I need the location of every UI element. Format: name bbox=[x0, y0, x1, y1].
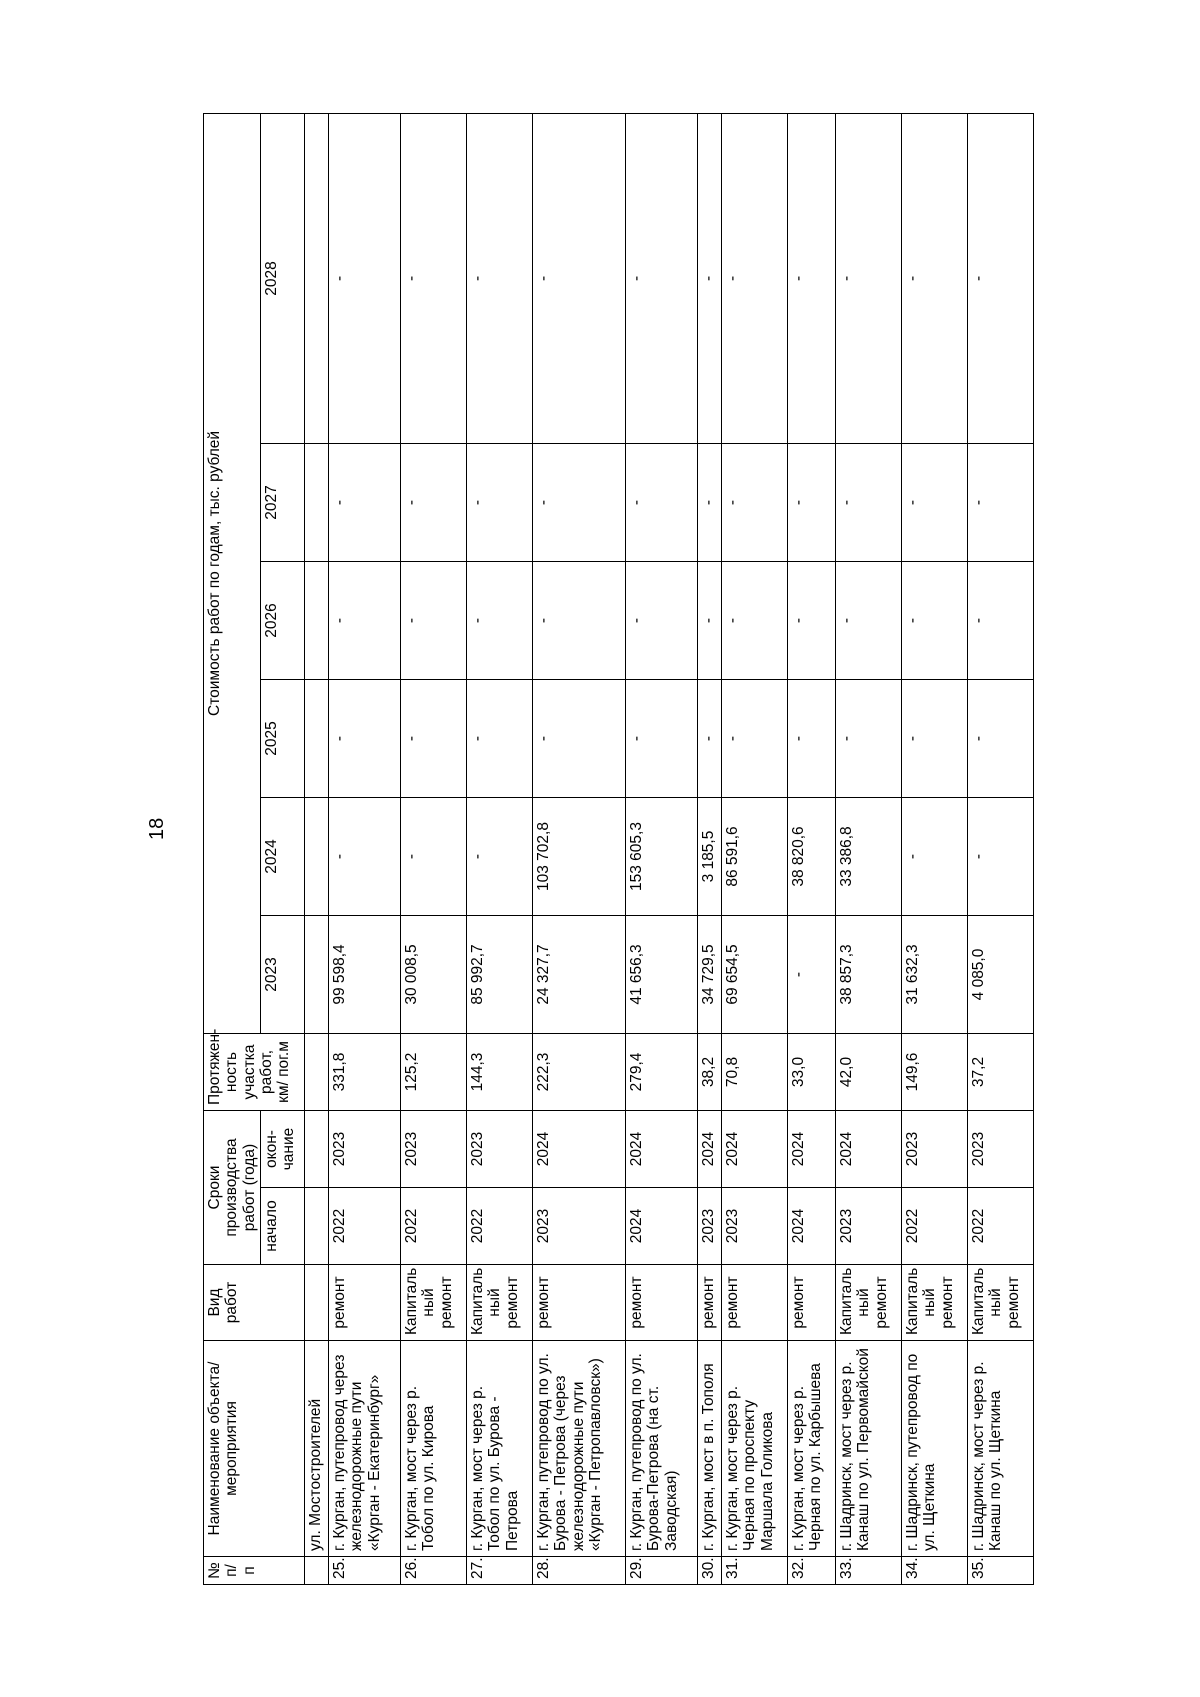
cell-2023: 85 992,7 bbox=[467, 916, 533, 1034]
cell-2026: - bbox=[968, 562, 1034, 680]
cell-start: 2023 bbox=[836, 1188, 902, 1265]
cell-name: г. Шадринск, мост через р. Канаш по ул. Щеткина bbox=[968, 1341, 1034, 1557]
cell-type: ремонт bbox=[329, 1265, 401, 1341]
cell-2024: - bbox=[902, 798, 968, 916]
cell-2024: 103 702,8 bbox=[533, 798, 626, 916]
cell-end: 2023 bbox=[902, 1111, 968, 1188]
cell-num: 29. bbox=[626, 1557, 698, 1585]
cell-name: г. Курган, путепровод по ул. Бурова - Петрова (через железнодорожные пути «Курган - Петропавловск») bbox=[533, 1341, 626, 1557]
cell-2025: - bbox=[698, 680, 722, 798]
cell-2027: - bbox=[788, 444, 836, 562]
cell-length bbox=[305, 1034, 329, 1111]
header-type: Вид работ bbox=[204, 1265, 305, 1341]
cell-2025: - bbox=[626, 680, 698, 798]
cell-length: 33,0 bbox=[788, 1034, 836, 1111]
cell-2025: - bbox=[836, 680, 902, 798]
table-row bbox=[698, 113, 722, 1584]
cell-num: 34. bbox=[902, 1557, 968, 1585]
cell-length: 279,4 bbox=[626, 1034, 698, 1111]
table-row bbox=[968, 113, 1034, 1584]
header-end: окон-чание bbox=[261, 1111, 305, 1188]
cell-name: г. Шадринск, путепровод по ул. Щеткина bbox=[902, 1341, 968, 1557]
cell-2023: - bbox=[788, 916, 836, 1034]
continuation-row bbox=[305, 113, 329, 1584]
cell-2028: - bbox=[401, 113, 467, 443]
cell-end: 2024 bbox=[836, 1111, 902, 1188]
cell-2024 bbox=[305, 798, 329, 916]
table-row bbox=[722, 113, 788, 1584]
cell-2028: - bbox=[788, 113, 836, 443]
cell-num: 31. bbox=[722, 1557, 788, 1585]
cell-2026: - bbox=[902, 562, 968, 680]
cell-2028: - bbox=[467, 113, 533, 443]
cell-length: 38,2 bbox=[698, 1034, 722, 1111]
cell-num: 26. bbox=[401, 1557, 467, 1585]
cell-name: г. Шадринск, мост через р. Канаш по ул. Первомайской bbox=[836, 1341, 902, 1557]
cell-2028: - bbox=[533, 113, 626, 443]
cell-end: 2024 bbox=[722, 1111, 788, 1188]
header-length: Протяжен-ность участка работ, км/ пог.м bbox=[204, 1034, 305, 1111]
cell-2028: - bbox=[626, 113, 698, 443]
cell-end: 2024 bbox=[788, 1111, 836, 1188]
cell-start: 2022 bbox=[329, 1188, 401, 1265]
cell-2024: - bbox=[467, 798, 533, 916]
cell-2028 bbox=[305, 113, 329, 443]
cell-2024: 38 820,6 bbox=[788, 798, 836, 916]
cell-2023: 31 632,3 bbox=[902, 916, 968, 1034]
cell-length: 149,6 bbox=[902, 1034, 968, 1111]
header-terms: Сроки производства работ (года) bbox=[204, 1111, 261, 1265]
page-number: 18 bbox=[146, 817, 168, 840]
header-name: Наименование объекта/ мероприятия bbox=[204, 1341, 305, 1557]
cell-end: 2023 bbox=[968, 1111, 1034, 1188]
cell-2027 bbox=[305, 444, 329, 562]
cell-2026: - bbox=[329, 562, 401, 680]
cell-name: г. Курган, мост в п. Тополя bbox=[698, 1341, 722, 1557]
cell-length: 222,3 bbox=[533, 1034, 626, 1111]
cell-2023: 41 656,3 bbox=[626, 916, 698, 1034]
table-row bbox=[467, 113, 533, 1584]
cell-type: Капиталь ный ремонт bbox=[836, 1265, 902, 1341]
cell-2026: - bbox=[626, 562, 698, 680]
rotated-table-wrapper bbox=[203, 114, 1135, 1585]
cell-start: 2022 bbox=[401, 1188, 467, 1265]
cell-length: 144,3 bbox=[467, 1034, 533, 1111]
cell-num: 27. bbox=[467, 1557, 533, 1585]
cell-2026: - bbox=[698, 562, 722, 680]
cell-num bbox=[305, 1557, 329, 1585]
header-year-2027: 2027 bbox=[261, 444, 305, 562]
cell-2025: - bbox=[467, 680, 533, 798]
cell-start: 2023 bbox=[722, 1188, 788, 1265]
cell-2027: - bbox=[968, 444, 1034, 562]
cell-2026: - bbox=[533, 562, 626, 680]
cell-name: ул. Мостостроителей bbox=[305, 1341, 329, 1557]
cell-start: 2024 bbox=[626, 1188, 698, 1265]
cell-end: 2024 bbox=[533, 1111, 626, 1188]
cell-type: Капиталь ный ремонт bbox=[467, 1265, 533, 1341]
cell-name: г. Курган, мост через р. Тобол по ул. Кирова bbox=[401, 1341, 467, 1557]
cell-2024: 33 386,8 bbox=[836, 798, 902, 916]
header-num: № п/п bbox=[204, 1557, 305, 1585]
cell-type: ремонт bbox=[698, 1265, 722, 1341]
header-year-2023: 2023 bbox=[261, 916, 305, 1034]
cell-2023: 69 654,5 bbox=[722, 916, 788, 1034]
cell-type: ремонт bbox=[533, 1265, 626, 1341]
cell-end: 2023 bbox=[467, 1111, 533, 1188]
cell-num: 32. bbox=[788, 1557, 836, 1585]
cell-2024: - bbox=[401, 798, 467, 916]
cell-end: 2024 bbox=[626, 1111, 698, 1188]
cell-2026: - bbox=[401, 562, 467, 680]
cell-2024: 3 185,5 bbox=[698, 798, 722, 916]
cell-2026: - bbox=[722, 562, 788, 680]
table-row bbox=[902, 113, 968, 1584]
cell-end: 2023 bbox=[401, 1111, 467, 1188]
cell-start: 2023 bbox=[533, 1188, 626, 1265]
cell-2025: - bbox=[902, 680, 968, 798]
cell-type: ремонт bbox=[626, 1265, 698, 1341]
cell-2025: - bbox=[533, 680, 626, 798]
cell-2028: - bbox=[329, 113, 401, 443]
cell-num: 25. bbox=[329, 1557, 401, 1585]
cell-name: г. Курган, путепровод по ул. Бурова-Петрова (на ст. Заводская) bbox=[626, 1341, 698, 1557]
cell-2027: - bbox=[722, 444, 788, 562]
cell-2027: - bbox=[902, 444, 968, 562]
header-year-2028: 2028 bbox=[261, 113, 305, 443]
cell-num: 35. bbox=[968, 1557, 1034, 1585]
cell-name: г. Курган, мост через р. Тобол по ул. Бурова - Петрова bbox=[467, 1341, 533, 1557]
cell-length: 42,0 bbox=[836, 1034, 902, 1111]
cell-2025 bbox=[305, 680, 329, 798]
cell-2028: - bbox=[968, 113, 1034, 443]
cell-start: 2024 bbox=[788, 1188, 836, 1265]
cell-2026: - bbox=[467, 562, 533, 680]
cell-start: 2022 bbox=[902, 1188, 968, 1265]
header-year-2026: 2026 bbox=[261, 562, 305, 680]
cell-2024: - bbox=[968, 798, 1034, 916]
cell-2023: 24 327,7 bbox=[533, 916, 626, 1034]
cell-2025: - bbox=[401, 680, 467, 798]
header-start: начало bbox=[261, 1188, 305, 1265]
cell-2027: - bbox=[329, 444, 401, 562]
cell-2027: - bbox=[626, 444, 698, 562]
cell-2025: - bbox=[788, 680, 836, 798]
table-body bbox=[329, 113, 1034, 1584]
cell-type: ремонт bbox=[722, 1265, 788, 1341]
cell-2028: - bbox=[902, 113, 968, 443]
cell-name: г. Курган, мост через р. Черная по ул. Карбышева bbox=[788, 1341, 836, 1557]
cell-2028: - bbox=[722, 113, 788, 443]
table-row bbox=[626, 113, 698, 1584]
cell-2024: - bbox=[329, 798, 401, 916]
cell-2027: - bbox=[533, 444, 626, 562]
cell-end bbox=[305, 1111, 329, 1188]
cell-2026 bbox=[305, 562, 329, 680]
table-row bbox=[788, 113, 836, 1584]
works-table bbox=[203, 113, 1034, 1585]
cell-2023: 99 598,4 bbox=[329, 916, 401, 1034]
cell-length: 331,8 bbox=[329, 1034, 401, 1111]
cell-end: 2024 bbox=[698, 1111, 722, 1188]
cell-2027: - bbox=[401, 444, 467, 562]
cell-2025: - bbox=[329, 680, 401, 798]
cell-type: Капиталь ный ремонт bbox=[968, 1265, 1034, 1341]
cell-name: г. Курган, путепровод через железнодорожные пути «Курган - Екатеринбург» bbox=[329, 1341, 401, 1557]
table-row bbox=[329, 113, 401, 1584]
cell-num: 33. bbox=[836, 1557, 902, 1585]
cell-2026: - bbox=[788, 562, 836, 680]
cell-2023: 38 857,3 bbox=[836, 916, 902, 1034]
cell-start: 2022 bbox=[467, 1188, 533, 1265]
cell-type: Капиталь ный ремонт bbox=[401, 1265, 467, 1341]
header-year-2025: 2025 bbox=[261, 680, 305, 798]
header-cost: Стоимость работ по годам, тыс. рублей bbox=[204, 113, 261, 1033]
cell-2025: - bbox=[968, 680, 1034, 798]
table-row bbox=[836, 113, 902, 1584]
header-row bbox=[204, 113, 261, 1584]
cell-2028: - bbox=[698, 113, 722, 443]
cell-start bbox=[305, 1188, 329, 1265]
cell-2027: - bbox=[836, 444, 902, 562]
cell-2024: 86 591,6 bbox=[722, 798, 788, 916]
cell-length: 70,8 bbox=[722, 1034, 788, 1111]
cell-2026: - bbox=[836, 562, 902, 680]
cell-length: 37,2 bbox=[968, 1034, 1034, 1111]
cell-type bbox=[305, 1265, 329, 1341]
cell-2027: - bbox=[698, 444, 722, 562]
cell-2028: - bbox=[836, 113, 902, 443]
cell-type: ремонт bbox=[788, 1265, 836, 1341]
cell-2023 bbox=[305, 916, 329, 1034]
cell-num: 30. bbox=[698, 1557, 722, 1585]
cell-2024: 153 605,3 bbox=[626, 798, 698, 916]
cell-2025: - bbox=[722, 680, 788, 798]
cell-type: Капиталь ный ремонт bbox=[902, 1265, 968, 1341]
cell-start: 2023 bbox=[698, 1188, 722, 1265]
cell-num: 28. bbox=[533, 1557, 626, 1585]
cell-end: 2023 bbox=[329, 1111, 401, 1188]
cell-name: г. Курган, мост через р. Черная по проспекту Маршала Голикова bbox=[722, 1341, 788, 1557]
cell-length: 125,2 bbox=[401, 1034, 467, 1111]
table-row bbox=[533, 113, 626, 1584]
cell-2023: 4 085,0 bbox=[968, 916, 1034, 1034]
cell-2023: 30 008,5 bbox=[401, 916, 467, 1034]
header-year-2024: 2024 bbox=[261, 798, 305, 916]
cell-2027: - bbox=[467, 444, 533, 562]
cell-start: 2022 bbox=[968, 1188, 1034, 1265]
cell-2023: 34 729,5 bbox=[698, 916, 722, 1034]
table-row bbox=[401, 113, 467, 1584]
